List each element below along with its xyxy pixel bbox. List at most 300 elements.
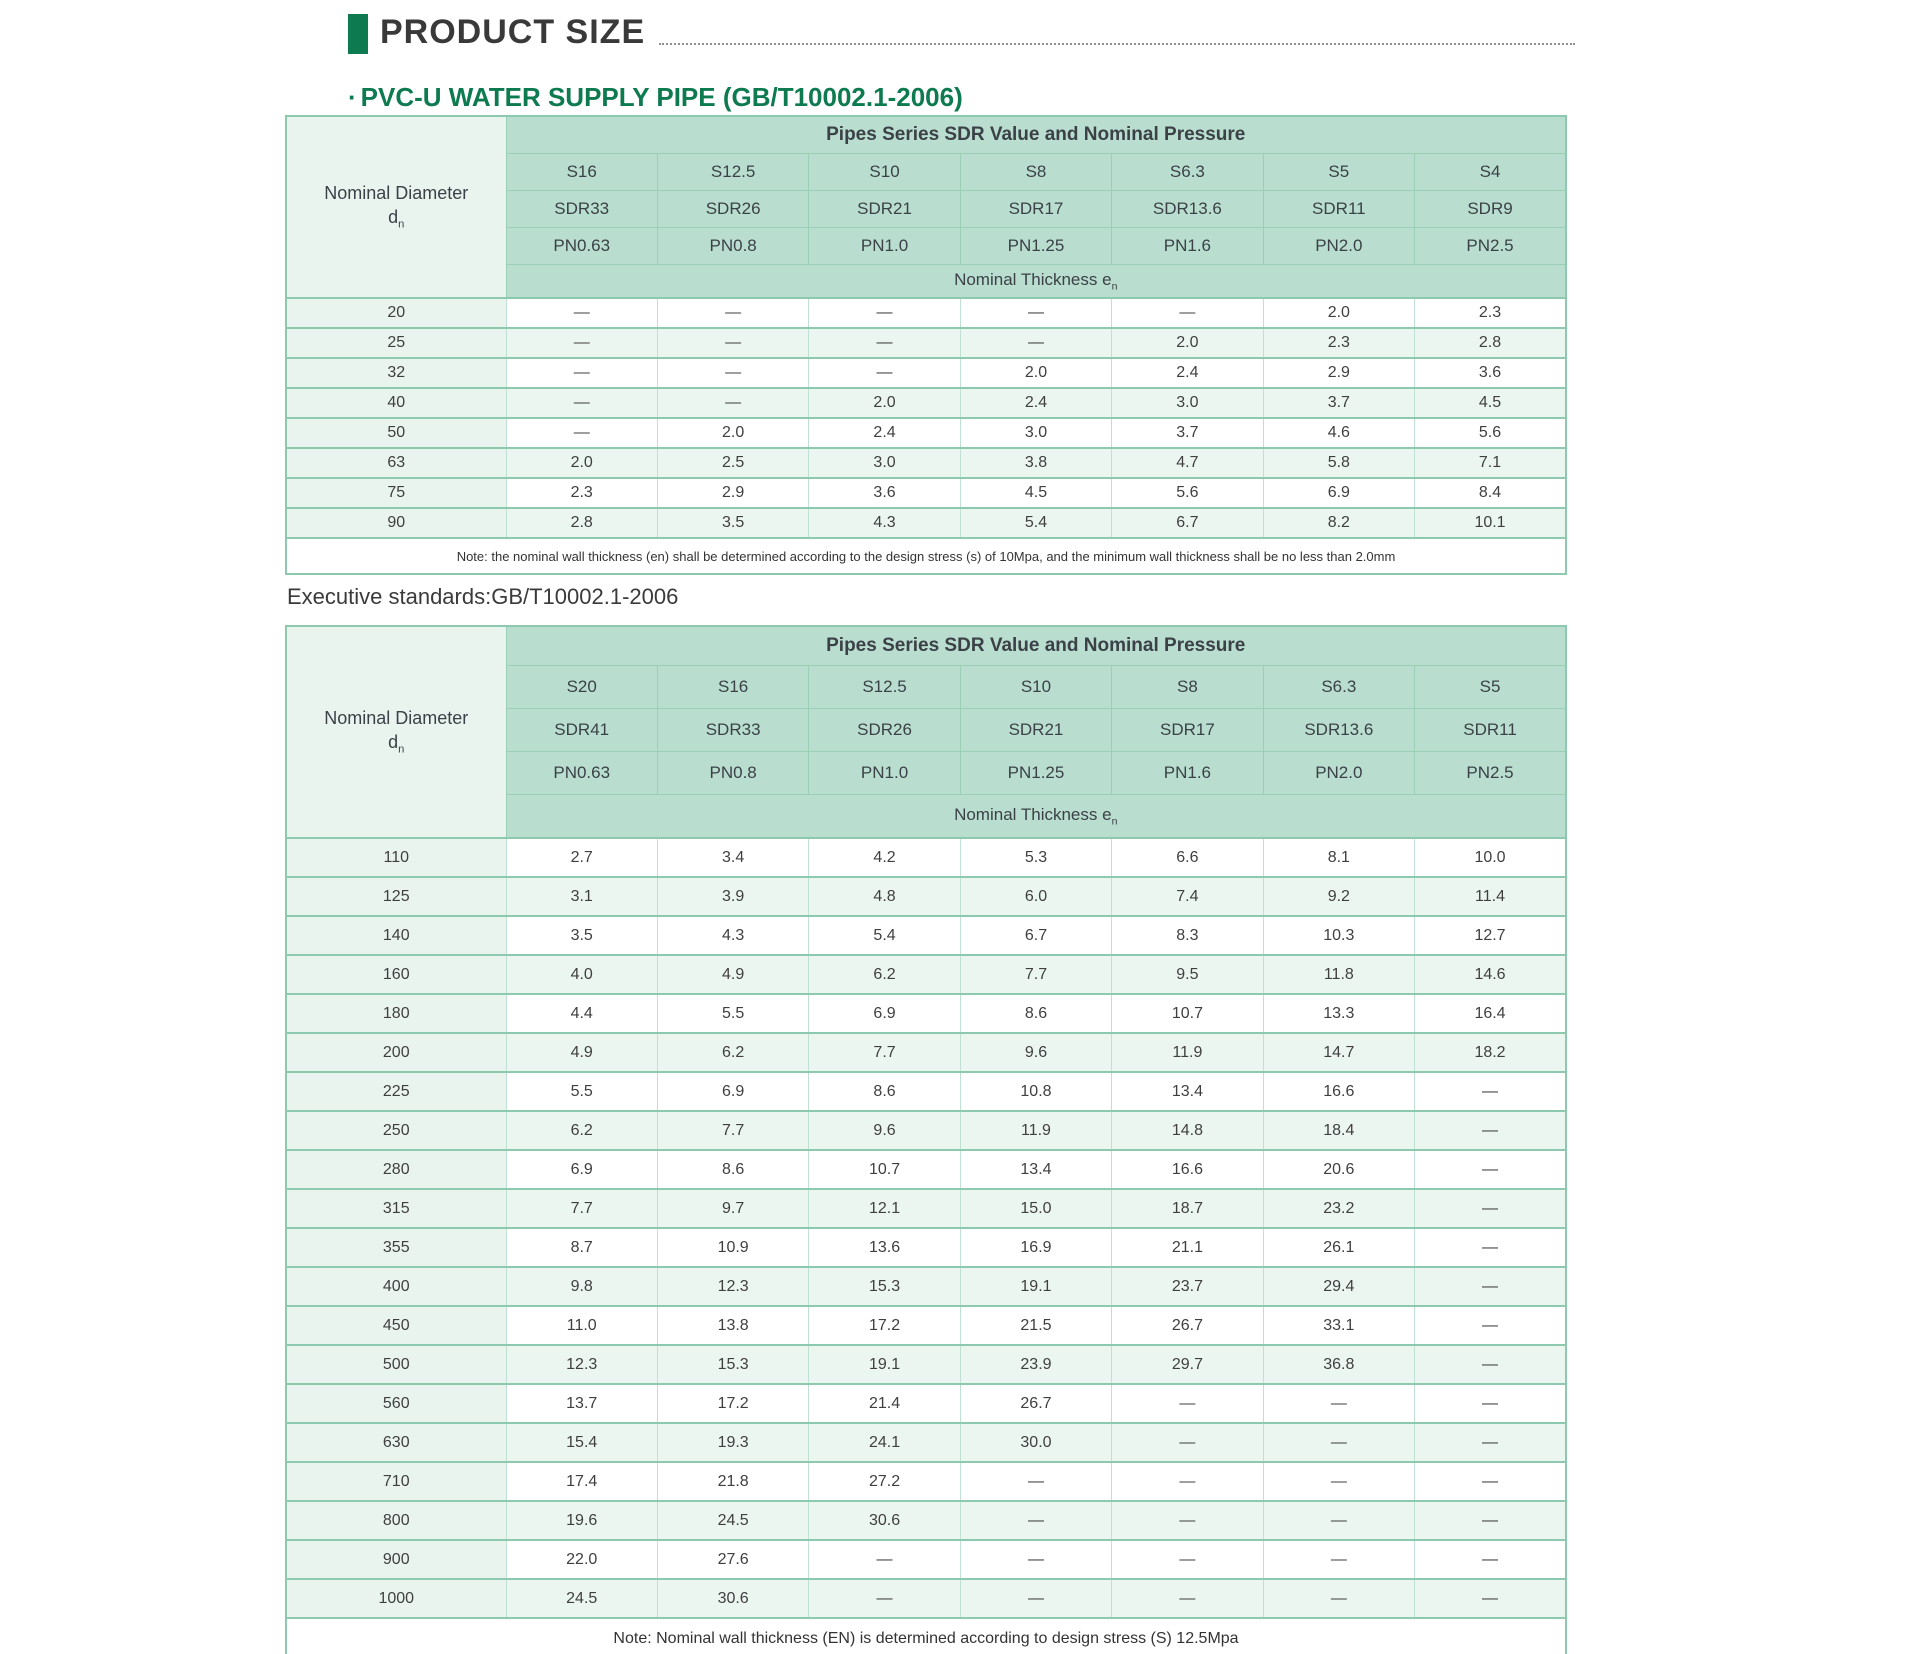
s-value-header: S6.3 bbox=[1263, 666, 1414, 709]
bullet-icon: · bbox=[348, 82, 357, 112]
thickness-value: 26.7 bbox=[1112, 1306, 1263, 1345]
thickness-value: 5.6 bbox=[1415, 418, 1566, 448]
table-row bbox=[286, 1150, 1566, 1189]
thickness-value: 2.4 bbox=[1112, 358, 1263, 388]
pn-value-header: PN0.8 bbox=[657, 752, 808, 795]
thickness-value: 21.1 bbox=[1112, 1228, 1263, 1267]
thickness-value: 6.2 bbox=[809, 955, 960, 994]
thickness-label: Nominal Thickness e bbox=[954, 269, 1112, 289]
thickness-value: — bbox=[1415, 1189, 1566, 1228]
thickness-value: 2.9 bbox=[1263, 358, 1414, 388]
series-title: Pipes Series SDR Value and Nominal Pressure bbox=[506, 116, 1566, 154]
thickness-value: 10.8 bbox=[960, 1072, 1111, 1111]
sdr-value-header: SDR17 bbox=[1112, 709, 1263, 752]
thickness-value: 13.6 bbox=[809, 1228, 960, 1267]
table-note: Note: Nominal wall thickness (EN) is determined according to design stress (S) 12.5Mpa bbox=[286, 1618, 1566, 1654]
thickness-value: — bbox=[1415, 1423, 1566, 1462]
thickness-value: 11.9 bbox=[960, 1111, 1111, 1150]
thickness-value: 29.7 bbox=[1112, 1345, 1263, 1384]
row-nominal-diameter: 110 bbox=[286, 838, 506, 877]
thickness-value: 9.6 bbox=[809, 1111, 960, 1150]
thickness-value: 6.9 bbox=[657, 1072, 808, 1111]
thickness-value: 2.3 bbox=[1263, 328, 1414, 358]
thickness-value: 4.5 bbox=[960, 478, 1111, 508]
thickness-value: 4.2 bbox=[809, 838, 960, 877]
table-row bbox=[286, 1189, 1566, 1228]
thickness-value: — bbox=[1263, 1540, 1414, 1579]
table-body bbox=[286, 298, 1566, 538]
thickness-value: 15.0 bbox=[960, 1189, 1111, 1228]
thickness-value: 9.8 bbox=[506, 1267, 657, 1306]
thickness-value: 7.7 bbox=[960, 955, 1111, 994]
pipe-standard-subtitle bbox=[348, 82, 963, 113]
thickness-value: — bbox=[809, 1540, 960, 1579]
thickness-value: 2.0 bbox=[657, 418, 808, 448]
table-row bbox=[286, 1501, 1566, 1540]
thickness-value: 3.7 bbox=[1263, 388, 1414, 418]
pn-value-header: PN2.0 bbox=[1263, 228, 1414, 265]
table-row bbox=[286, 1384, 1566, 1423]
table-header-row bbox=[286, 116, 1566, 154]
table-row bbox=[286, 955, 1566, 994]
thickness-value: — bbox=[1112, 1579, 1263, 1618]
thickness-value: 2.5 bbox=[657, 448, 808, 478]
row-nominal-diameter: 900 bbox=[286, 1540, 506, 1579]
thickness-value: 15.4 bbox=[506, 1423, 657, 1462]
row-nominal-diameter: 160 bbox=[286, 955, 506, 994]
thickness-value: 2.0 bbox=[1112, 328, 1263, 358]
thickness-value: 3.1 bbox=[506, 877, 657, 916]
thickness-value: — bbox=[1263, 1579, 1414, 1618]
sdr-value-header: SDR11 bbox=[1263, 191, 1414, 228]
thickness-value: 24.1 bbox=[809, 1423, 960, 1462]
table-row bbox=[286, 1345, 1566, 1384]
thickness-value: 4.3 bbox=[809, 508, 960, 538]
thickness-value: 21.5 bbox=[960, 1306, 1111, 1345]
corner-label: Nominal Diameter bbox=[324, 708, 469, 729]
row-nominal-diameter: 140 bbox=[286, 916, 506, 955]
thickness-value: 36.8 bbox=[1263, 1345, 1414, 1384]
thickness-value: — bbox=[657, 298, 808, 328]
thickness-value: 5.3 bbox=[960, 838, 1111, 877]
sdr-value-header: SDR33 bbox=[657, 709, 808, 752]
s-value-header: S16 bbox=[506, 154, 657, 191]
thickness-header bbox=[506, 265, 1566, 299]
thickness-value: — bbox=[1415, 1111, 1566, 1150]
thickness-value: 4.4 bbox=[506, 994, 657, 1033]
thickness-value: 2.8 bbox=[1415, 328, 1566, 358]
thickness-value: 16.6 bbox=[1263, 1072, 1414, 1111]
row-nominal-diameter: 225 bbox=[286, 1072, 506, 1111]
thickness-value: 5.4 bbox=[960, 508, 1111, 538]
thickness-value: 9.6 bbox=[960, 1033, 1111, 1072]
thickness-value: — bbox=[506, 358, 657, 388]
thickness-value: 13.3 bbox=[1263, 994, 1414, 1033]
thickness-value: 26.7 bbox=[960, 1384, 1111, 1423]
thickness-value: 4.3 bbox=[657, 916, 808, 955]
thickness-value: 14.7 bbox=[1263, 1033, 1414, 1072]
thickness-value: 12.3 bbox=[506, 1345, 657, 1384]
table-header-row bbox=[286, 626, 1566, 666]
pn-value-header: PN2.5 bbox=[1415, 228, 1566, 265]
thickness-value: — bbox=[1415, 1150, 1566, 1189]
sdr-value-header: SDR21 bbox=[960, 709, 1111, 752]
thickness-value: 16.6 bbox=[1112, 1150, 1263, 1189]
pn-value-header: PN1.6 bbox=[1112, 752, 1263, 795]
thickness-value: 6.9 bbox=[1263, 478, 1414, 508]
thickness-value: 2.4 bbox=[809, 418, 960, 448]
s-value-header: S16 bbox=[657, 666, 808, 709]
corner-subscript: n bbox=[398, 218, 405, 231]
sdr-value-header: SDR26 bbox=[809, 709, 960, 752]
thickness-value: 9.7 bbox=[657, 1189, 808, 1228]
executive-standards: Executive standards:GB/T10002.1-2006 bbox=[287, 584, 679, 609]
row-nominal-diameter: 400 bbox=[286, 1267, 506, 1306]
thickness-value: 11.8 bbox=[1263, 955, 1414, 994]
thickness-value: 2.3 bbox=[506, 478, 657, 508]
pn-value-header: PN0.8 bbox=[657, 228, 808, 265]
sdr-value-header: SDR26 bbox=[657, 191, 808, 228]
thickness-value: 4.0 bbox=[506, 955, 657, 994]
thickness-value: 3.6 bbox=[809, 478, 960, 508]
thickness-value: 3.8 bbox=[960, 448, 1111, 478]
thickness-value: 6.2 bbox=[506, 1111, 657, 1150]
row-nominal-diameter: 710 bbox=[286, 1462, 506, 1501]
s-value-header: S12.5 bbox=[657, 154, 808, 191]
row-nominal-diameter: 180 bbox=[286, 994, 506, 1033]
thickness-value: — bbox=[1112, 1501, 1263, 1540]
pn-value-header: PN1.6 bbox=[1112, 228, 1263, 265]
series-title: Pipes Series SDR Value and Nominal Pressure bbox=[506, 626, 1566, 666]
thickness-value: 3.5 bbox=[657, 508, 808, 538]
thickness-value: 11.4 bbox=[1415, 877, 1566, 916]
thickness-value: 8.4 bbox=[1415, 478, 1566, 508]
row-nominal-diameter: 75 bbox=[286, 478, 506, 508]
table-row bbox=[286, 1462, 1566, 1501]
thickness-value: — bbox=[809, 1579, 960, 1618]
thickness-value: — bbox=[1263, 1384, 1414, 1423]
thickness-value: 19.6 bbox=[506, 1501, 657, 1540]
s-value-header: S10 bbox=[960, 666, 1111, 709]
thickness-header bbox=[506, 795, 1566, 839]
thickness-value: — bbox=[960, 1579, 1111, 1618]
row-nominal-diameter: 90 bbox=[286, 508, 506, 538]
thickness-value: 3.5 bbox=[506, 916, 657, 955]
table-row bbox=[286, 508, 1566, 538]
thickness-value: 18.4 bbox=[1263, 1111, 1414, 1150]
thickness-value: 4.7 bbox=[1112, 448, 1263, 478]
thickness-value: — bbox=[506, 328, 657, 358]
thickness-value: 4.5 bbox=[1415, 388, 1566, 418]
table-row bbox=[286, 1306, 1566, 1345]
thickness-value: 19.3 bbox=[657, 1423, 808, 1462]
thickness-value: 23.7 bbox=[1112, 1267, 1263, 1306]
table-row bbox=[286, 418, 1566, 448]
thickness-value: 5.6 bbox=[1112, 478, 1263, 508]
thickness-value: 2.3 bbox=[1415, 298, 1566, 328]
thickness-value: 8.2 bbox=[1263, 508, 1414, 538]
thickness-value: 10.7 bbox=[1112, 994, 1263, 1033]
thickness-value: 21.8 bbox=[657, 1462, 808, 1501]
thickness-value: 22.0 bbox=[506, 1540, 657, 1579]
s-value-header: S12.5 bbox=[809, 666, 960, 709]
thickness-value: 3.0 bbox=[1112, 388, 1263, 418]
green-bar-icon bbox=[348, 14, 368, 54]
thickness-value: 33.1 bbox=[1263, 1306, 1414, 1345]
thickness-value: — bbox=[1112, 1462, 1263, 1501]
table-row bbox=[286, 358, 1566, 388]
thickness-value: 7.7 bbox=[809, 1033, 960, 1072]
thickness-value: — bbox=[1415, 1462, 1566, 1501]
thickness-value: — bbox=[1263, 1423, 1414, 1462]
thickness-value: — bbox=[1263, 1462, 1414, 1501]
thickness-value: 3.4 bbox=[657, 838, 808, 877]
thickness-label: Nominal Thickness e bbox=[954, 804, 1112, 824]
s-value-header: S6.3 bbox=[1112, 154, 1263, 191]
thickness-value: — bbox=[506, 418, 657, 448]
row-nominal-diameter: 280 bbox=[286, 1150, 506, 1189]
thickness-value: 15.3 bbox=[809, 1267, 960, 1306]
pn-value-header: PN1.0 bbox=[809, 228, 960, 265]
row-nominal-diameter: 25 bbox=[286, 328, 506, 358]
thickness-value: 4.8 bbox=[809, 877, 960, 916]
thickness-value: — bbox=[809, 298, 960, 328]
thickness-value: 13.4 bbox=[1112, 1072, 1263, 1111]
thickness-value: 21.4 bbox=[809, 1384, 960, 1423]
row-nominal-diameter: 40 bbox=[286, 388, 506, 418]
s-value-header: S5 bbox=[1263, 154, 1414, 191]
row-nominal-diameter: 315 bbox=[286, 1189, 506, 1228]
thickness-value: 2.0 bbox=[960, 358, 1111, 388]
pn-value-header: PN0.63 bbox=[506, 228, 657, 265]
pn-value-header: PN1.0 bbox=[809, 752, 960, 795]
row-nominal-diameter: 32 bbox=[286, 358, 506, 388]
thickness-value: — bbox=[1415, 1579, 1566, 1618]
thickness-value: 26.1 bbox=[1263, 1228, 1414, 1267]
section-header bbox=[348, 10, 1575, 54]
pipe-size-table-large-diameters bbox=[285, 625, 1567, 1654]
thickness-value: 27.2 bbox=[809, 1462, 960, 1501]
thickness-value: 17.2 bbox=[809, 1306, 960, 1345]
thickness-value: 30.6 bbox=[809, 1501, 960, 1540]
thickness-value: 8.7 bbox=[506, 1228, 657, 1267]
row-nominal-diameter: 500 bbox=[286, 1345, 506, 1384]
thickness-value: 30.6 bbox=[657, 1579, 808, 1618]
thickness-value: — bbox=[657, 388, 808, 418]
thickness-value: 5.4 bbox=[809, 916, 960, 955]
thickness-value: 3.0 bbox=[960, 418, 1111, 448]
row-nominal-diameter: 630 bbox=[286, 1423, 506, 1462]
thickness-value: 17.4 bbox=[506, 1462, 657, 1501]
s-value-header: S10 bbox=[809, 154, 960, 191]
subtitle-text: PVC-U WATER SUPPLY PIPE (GB/T10002.1-2006) bbox=[360, 82, 963, 112]
pn-value-header: PN1.25 bbox=[960, 228, 1111, 265]
thickness-value: — bbox=[960, 328, 1111, 358]
thickness-value: — bbox=[809, 358, 960, 388]
thickness-value: 12.7 bbox=[1415, 916, 1566, 955]
thickness-value: 23.9 bbox=[960, 1345, 1111, 1384]
thickness-value: — bbox=[1112, 1540, 1263, 1579]
thickness-value: 4.9 bbox=[657, 955, 808, 994]
thickness-value: — bbox=[1263, 1501, 1414, 1540]
table-row bbox=[286, 838, 1566, 877]
thickness-value: 8.3 bbox=[1112, 916, 1263, 955]
sdr-value-header: SDR11 bbox=[1415, 709, 1566, 752]
thickness-value: 2.9 bbox=[657, 478, 808, 508]
thickness-value: 10.1 bbox=[1415, 508, 1566, 538]
thickness-value: 8.6 bbox=[960, 994, 1111, 1033]
thickness-value: 30.0 bbox=[960, 1423, 1111, 1462]
pn-value-header: PN2.0 bbox=[1263, 752, 1414, 795]
thickness-value: — bbox=[657, 358, 808, 388]
thickness-value: 3.6 bbox=[1415, 358, 1566, 388]
thickness-value: 24.5 bbox=[506, 1579, 657, 1618]
table-row bbox=[286, 1267, 1566, 1306]
row-nominal-diameter: 125 bbox=[286, 877, 506, 916]
thickness-value: 7.4 bbox=[1112, 877, 1263, 916]
table-row bbox=[286, 328, 1566, 358]
row-nominal-diameter: 250 bbox=[286, 1111, 506, 1150]
thickness-value: 23.2 bbox=[1263, 1189, 1414, 1228]
thickness-value: 5.5 bbox=[506, 1072, 657, 1111]
thickness-value: 2.0 bbox=[809, 388, 960, 418]
corner-symbol: d bbox=[388, 732, 399, 753]
thickness-value: 2.8 bbox=[506, 508, 657, 538]
thickness-value: — bbox=[960, 1501, 1111, 1540]
thickness-value: 10.3 bbox=[1263, 916, 1414, 955]
corner-symbol: d bbox=[388, 207, 399, 228]
thickness-value: 19.1 bbox=[809, 1345, 960, 1384]
table-row bbox=[286, 916, 1566, 955]
thickness-value: 8.6 bbox=[809, 1072, 960, 1111]
s-value-header: S8 bbox=[1112, 666, 1263, 709]
thickness-value: — bbox=[1415, 1345, 1566, 1384]
thickness-value: 18.7 bbox=[1112, 1189, 1263, 1228]
thickness-value: 3.9 bbox=[657, 877, 808, 916]
pn-value-header: PN0.63 bbox=[506, 752, 657, 795]
thickness-value: 11.0 bbox=[506, 1306, 657, 1345]
thickness-value: — bbox=[1415, 1501, 1566, 1540]
thickness-subscript: n bbox=[1111, 815, 1118, 828]
thickness-value: — bbox=[1112, 298, 1263, 328]
thickness-value: 8.1 bbox=[1263, 838, 1414, 877]
note-row bbox=[286, 538, 1566, 574]
row-nominal-diameter: 560 bbox=[286, 1384, 506, 1423]
thickness-value: 6.0 bbox=[960, 877, 1111, 916]
row-nominal-diameter: 63 bbox=[286, 448, 506, 478]
thickness-value: 6.7 bbox=[1112, 508, 1263, 538]
thickness-value: 10.0 bbox=[1415, 838, 1566, 877]
table-row bbox=[286, 1540, 1566, 1579]
thickness-value: 13.8 bbox=[657, 1306, 808, 1345]
thickness-value: 12.3 bbox=[657, 1267, 808, 1306]
thickness-value: 6.9 bbox=[809, 994, 960, 1033]
thickness-value: 24.5 bbox=[657, 1501, 808, 1540]
pipe-size-table-small-diameters bbox=[285, 115, 1567, 575]
sdr-value-header: SDR17 bbox=[960, 191, 1111, 228]
table-row bbox=[286, 1072, 1566, 1111]
table-row bbox=[286, 994, 1566, 1033]
sdr-value-header: SDR21 bbox=[809, 191, 960, 228]
thickness-value: 4.6 bbox=[1263, 418, 1414, 448]
thickness-value: — bbox=[657, 328, 808, 358]
thickness-value: 9.2 bbox=[1263, 877, 1414, 916]
thickness-value: 2.0 bbox=[1263, 298, 1414, 328]
sdr-value-header: SDR9 bbox=[1415, 191, 1566, 228]
dotted-leader bbox=[659, 43, 1575, 45]
s-value-header: S5 bbox=[1415, 666, 1566, 709]
thickness-value: 5.5 bbox=[657, 994, 808, 1033]
thickness-value: 2.4 bbox=[960, 388, 1111, 418]
thickness-value: 6.7 bbox=[960, 916, 1111, 955]
table-body bbox=[286, 838, 1566, 1618]
thickness-value: 3.0 bbox=[809, 448, 960, 478]
thickness-value: 20.6 bbox=[1263, 1150, 1414, 1189]
thickness-value: 5.8 bbox=[1263, 448, 1414, 478]
thickness-value: 19.1 bbox=[960, 1267, 1111, 1306]
pn-value-header: PN1.25 bbox=[960, 752, 1111, 795]
thickness-value: — bbox=[960, 1462, 1111, 1501]
thickness-value: 2.0 bbox=[506, 448, 657, 478]
sdr-value-header: SDR13.6 bbox=[1112, 191, 1263, 228]
table-row bbox=[286, 877, 1566, 916]
section-title: PRODUCT SIZE bbox=[380, 13, 646, 51]
table-row bbox=[286, 388, 1566, 418]
thickness-subscript: n bbox=[1111, 280, 1118, 293]
thickness-value: 13.7 bbox=[506, 1384, 657, 1423]
table-row bbox=[286, 1579, 1566, 1618]
thickness-value: — bbox=[809, 328, 960, 358]
thickness-value: 7.7 bbox=[657, 1111, 808, 1150]
thickness-value: 10.9 bbox=[657, 1228, 808, 1267]
thickness-value: 6.6 bbox=[1112, 838, 1263, 877]
table-note: Note: the nominal wall thickness (en) shall be determined according to the design stress (s) of 10Mpa, and the minimum wall thickness shall be no less than 2.0mm bbox=[286, 538, 1566, 574]
thickness-value: — bbox=[1112, 1423, 1263, 1462]
corner-header bbox=[286, 626, 506, 838]
pn-value-header: PN2.5 bbox=[1415, 752, 1566, 795]
thickness-value: 17.2 bbox=[657, 1384, 808, 1423]
sdr-value-header: SDR13.6 bbox=[1263, 709, 1414, 752]
thickness-value: 16.9 bbox=[960, 1228, 1111, 1267]
corner-label: Nominal Diameter bbox=[324, 183, 469, 204]
thickness-value: 3.7 bbox=[1112, 418, 1263, 448]
thickness-value: — bbox=[960, 1540, 1111, 1579]
sdr-value-header: SDR41 bbox=[506, 709, 657, 752]
thickness-value: 12.1 bbox=[809, 1189, 960, 1228]
s-value-header: S4 bbox=[1415, 154, 1566, 191]
thickness-value: — bbox=[1415, 1267, 1566, 1306]
thickness-value: 7.7 bbox=[506, 1189, 657, 1228]
row-nominal-diameter: 800 bbox=[286, 1501, 506, 1540]
corner-subscript: n bbox=[398, 743, 405, 756]
thickness-value: 10.7 bbox=[809, 1150, 960, 1189]
thickness-value: — bbox=[1415, 1072, 1566, 1111]
thickness-value: 6.9 bbox=[506, 1150, 657, 1189]
thickness-value: — bbox=[1415, 1228, 1566, 1267]
row-nominal-diameter: 450 bbox=[286, 1306, 506, 1345]
s-value-header: S8 bbox=[960, 154, 1111, 191]
table-row bbox=[286, 1228, 1566, 1267]
thickness-value: 15.3 bbox=[657, 1345, 808, 1384]
thickness-value: 9.5 bbox=[1112, 955, 1263, 994]
thickness-value: 14.6 bbox=[1415, 955, 1566, 994]
thickness-value: — bbox=[1415, 1306, 1566, 1345]
s-value-header: S20 bbox=[506, 666, 657, 709]
corner-header bbox=[286, 116, 506, 298]
thickness-value: — bbox=[960, 298, 1111, 328]
table-row bbox=[286, 448, 1566, 478]
thickness-value: 16.4 bbox=[1415, 994, 1566, 1033]
